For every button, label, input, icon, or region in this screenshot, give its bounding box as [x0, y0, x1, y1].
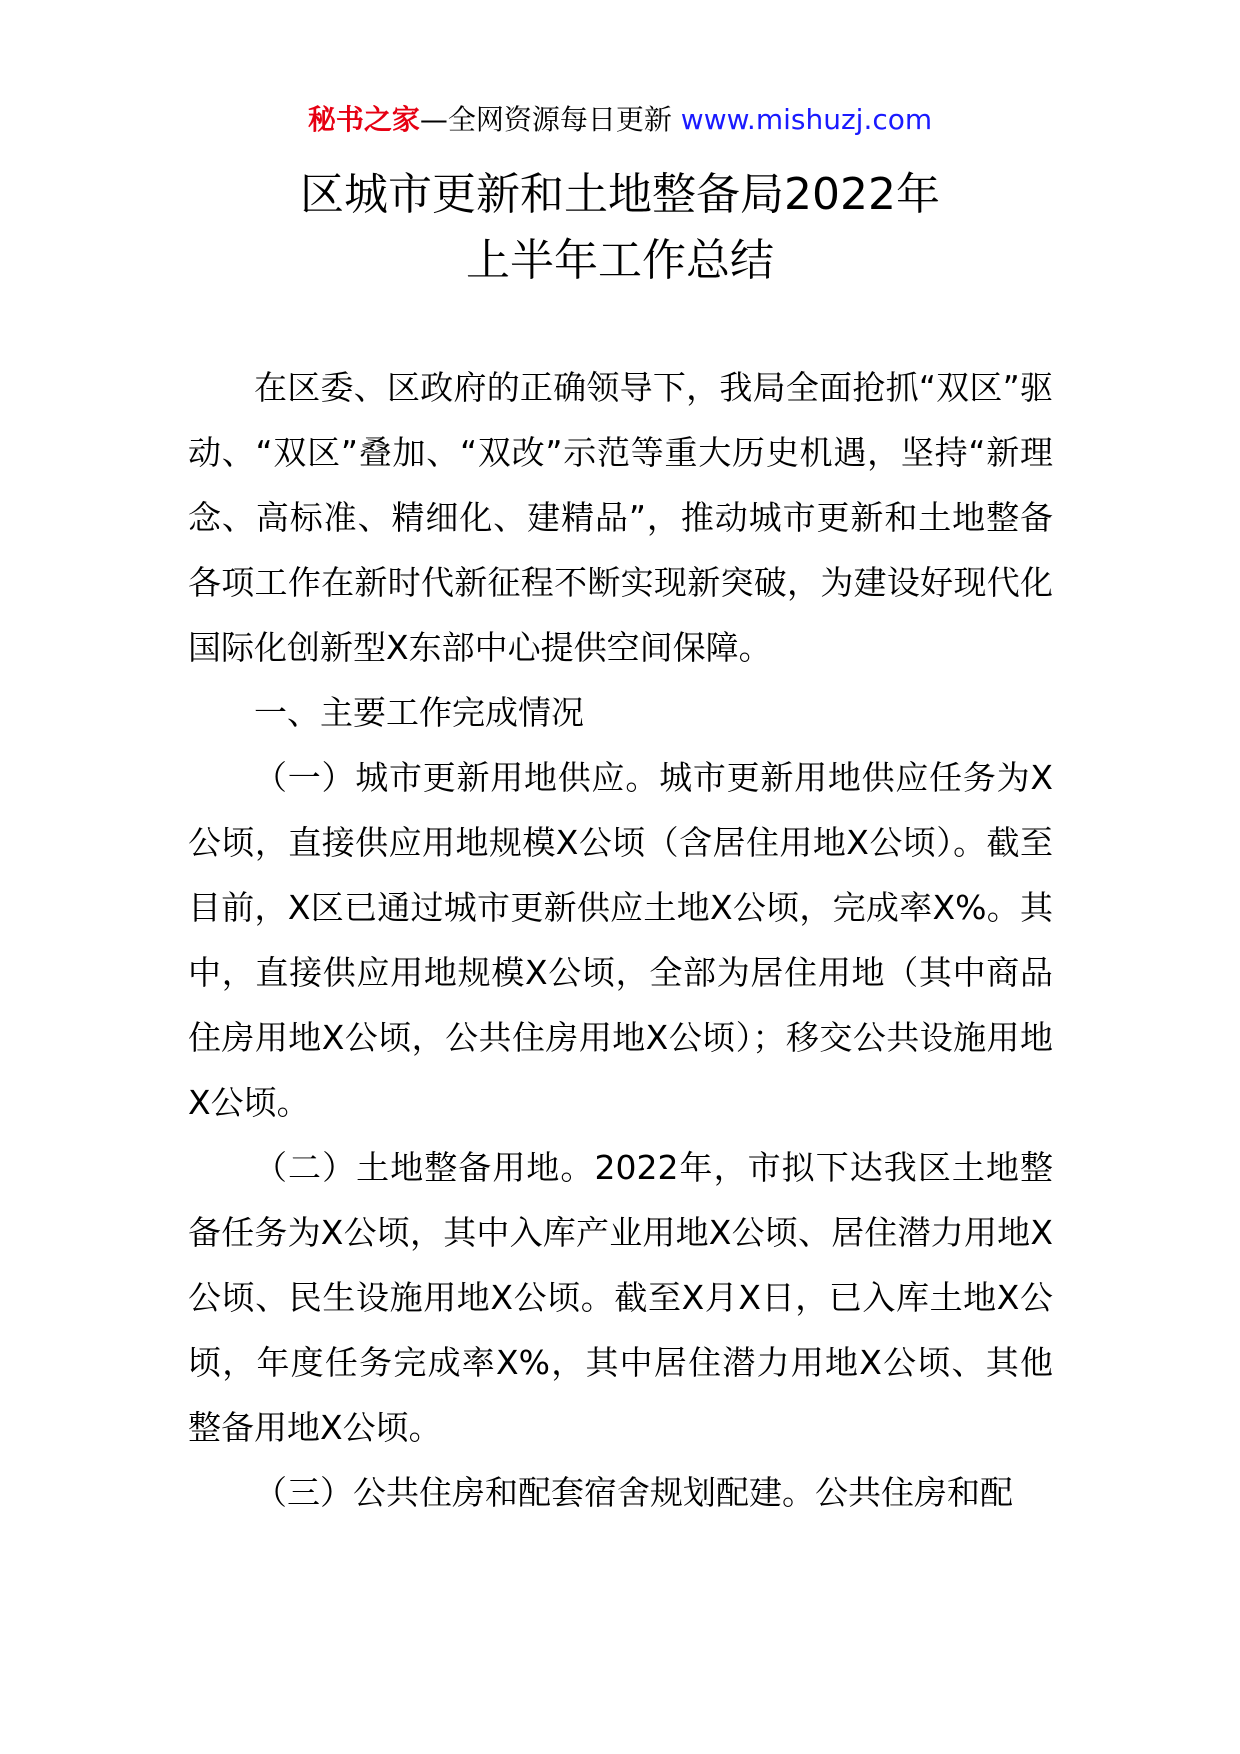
document-body	[188, 355, 1053, 1525]
paragraph-land-consolidation: （二）土地整备用地。2022年，市拟下达我区土地整备任务为X公顷，其中入库产业用地X公顷、居住潜力用地X公顷、民生设施用地X公顷。截至X月X日，已入库土地X公顷，年度任务完成率X%，其中居住潜力用地X公顷、其他整备用地X公顷。	[188, 1148, 1053, 1447]
title-line-2: 上半年工作总结	[466, 235, 774, 286]
paragraph-public-housing: （三）公共住房和配套宿舍规划配建。公共住房和配	[254, 1473, 1013, 1512]
section-heading: 一、主要工作完成情况	[254, 693, 584, 732]
document-title	[0, 162, 1240, 294]
site-url-link[interactable]: www.mishuzj.com	[680, 103, 933, 136]
paragraph-land-supply: （一）城市更新用地供应。城市更新用地供应任务为X公顷，直接供应用地规模X公顷（含居住用地X公顷）。截至目前，X区已通过城市更新供应土地X公顷，完成率X%。其中，直接供应用地规模X公顷，全部为居住用地（其中商品住房用地X公顷，公共住房用地X公顷）；移交公共设施用地X公顷。	[188, 758, 1053, 1122]
header-tagline: —全网资源每日更新	[419, 103, 672, 136]
brand-name: 秘书之家	[307, 103, 420, 136]
intro-paragraph: 在区委、区政府的正确领导下，我局全面抢抓“双区”驱动、“双区”叠加、“双改”示范等重大历史机遇，坚持“新理念、高标准、精细化、建精品”，推动城市更新和土地整备各项工作在新时代新征程不断实现新突破，为建设好现代化国际化创新型X东部中心提供空间保障。	[188, 368, 1053, 667]
title-line-1: 区城市更新和土地整备局2022年	[300, 169, 940, 220]
site-header	[0, 100, 1240, 140]
